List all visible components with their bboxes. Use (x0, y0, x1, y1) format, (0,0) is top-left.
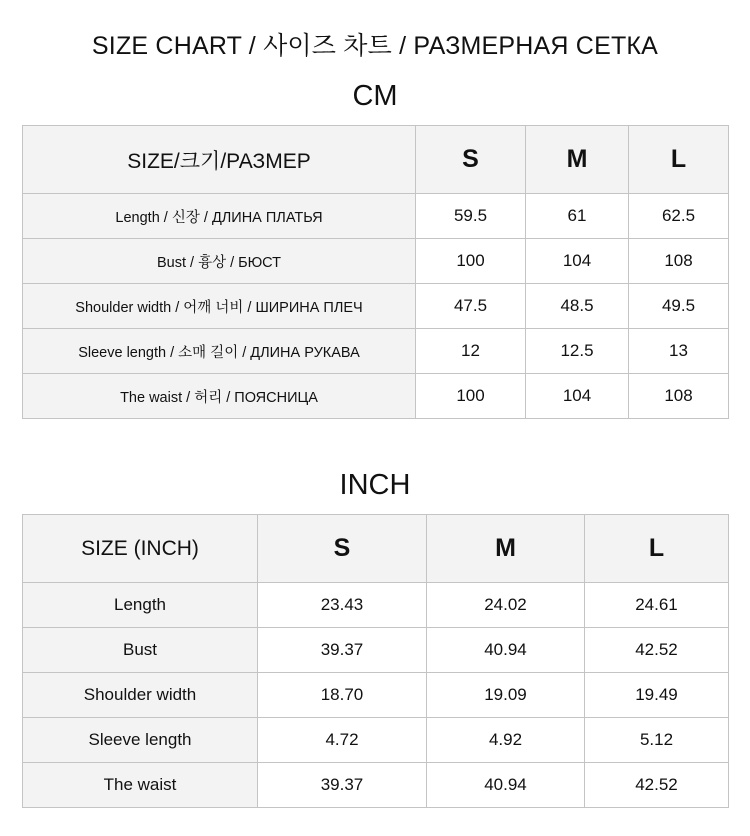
header-cell-s (416, 126, 526, 194)
header-cell-size (23, 126, 416, 194)
cell-value: 24.61 (635, 595, 678, 614)
row-label: The waist (103, 775, 177, 794)
value-cell (416, 284, 526, 329)
value-cell (427, 718, 585, 763)
cell-value: 42.52 (635, 640, 678, 659)
cell-value: 12.5 (560, 341, 594, 360)
cell-value: 104 (562, 386, 592, 405)
value-cell (585, 583, 729, 628)
table-row (23, 718, 729, 763)
table-row (23, 583, 729, 628)
row-label-cell (23, 628, 258, 673)
value-cell (427, 628, 585, 673)
row-label: Sleeve length (88, 730, 192, 749)
cell-value: 59.5 (453, 206, 488, 225)
cell-value: 108 (664, 386, 693, 405)
value-cell (258, 718, 427, 763)
value-cell (585, 718, 729, 763)
cell-value: 100 (456, 386, 485, 405)
header-size-m: M (566, 145, 588, 173)
header-cell-l (629, 126, 729, 194)
header-cell-size (23, 515, 258, 583)
header-size-m: M (495, 534, 516, 562)
header-size-s: S (333, 534, 351, 562)
cm-section-title: CM (352, 80, 398, 112)
value-cell (258, 673, 427, 718)
inch-section-title: INCH (339, 469, 411, 501)
cell-value: 19.49 (635, 685, 678, 704)
cm-size-table (22, 125, 729, 419)
row-label-cell (23, 239, 416, 284)
table-row (23, 194, 729, 239)
value-cell (629, 374, 729, 419)
row-label-cell (23, 718, 258, 763)
row-label: Bust (122, 640, 158, 659)
value-cell (585, 673, 729, 718)
value-cell (526, 284, 629, 329)
table-row (23, 329, 729, 374)
value-cell (258, 763, 427, 808)
value-cell (526, 194, 629, 239)
cell-value: 39.37 (320, 640, 364, 659)
row-label: Bust / 흉상 / БЮСТ (156, 254, 282, 271)
cell-value: 48.5 (560, 296, 594, 315)
value-cell (629, 329, 729, 374)
row-label-cell (23, 284, 416, 329)
value-cell (427, 583, 585, 628)
row-label: Length / 신장 / ДЛИНА ПЛАТЬЯ (115, 209, 323, 226)
cell-value: 39.37 (320, 775, 364, 794)
row-label: Shoulder width (83, 685, 197, 704)
value-cell (526, 239, 629, 284)
row-label: The waist / 허리 / ПОЯСНИЦА (120, 389, 318, 406)
value-cell (629, 284, 729, 329)
value-cell (585, 628, 729, 673)
row-label: Length (114, 595, 166, 614)
header-size-s: S (462, 145, 479, 173)
row-label: Shoulder width / 어깨 너비 / ШИРИНА ПЛЕЧ (75, 299, 363, 316)
header-cell-s (258, 515, 427, 583)
value-cell (526, 329, 629, 374)
cell-value: 40.94 (484, 640, 527, 659)
cell-value: 18.70 (320, 685, 364, 704)
header-label: SIZE (INCH) (81, 536, 199, 560)
value-cell (416, 194, 526, 239)
header-size-l: L (648, 534, 665, 562)
row-label-cell (23, 673, 258, 718)
table-row (23, 763, 729, 808)
header-size-l: L (670, 145, 687, 173)
cell-value: 108 (664, 251, 693, 270)
value-cell (258, 628, 427, 673)
cell-value: 24.02 (484, 595, 527, 614)
value-cell (427, 763, 585, 808)
value-cell (585, 763, 729, 808)
table-row (23, 374, 729, 419)
row-label-cell (23, 374, 416, 419)
table-row (23, 628, 729, 673)
row-label-cell (23, 329, 416, 374)
cell-value: 62.5 (661, 206, 696, 225)
header-label: SIZE/크기/РАЗМЕР (127, 149, 311, 173)
value-cell (416, 374, 526, 419)
cell-value: 19.09 (484, 685, 527, 704)
value-cell (416, 329, 526, 374)
cell-value: 47.5 (453, 296, 488, 315)
table-row (23, 239, 729, 284)
inch-size-table (22, 514, 729, 808)
row-label-cell (23, 763, 258, 808)
value-cell (258, 583, 427, 628)
cell-value: 4.92 (488, 730, 523, 749)
header-cell-m (427, 515, 585, 583)
row-label: Sleeve length / 소매 길이 / ДЛИНА РУКАВА (78, 344, 360, 361)
cell-value: 40.94 (484, 775, 527, 794)
cell-value: 61 (567, 206, 587, 225)
table-row (23, 284, 729, 329)
cell-value: 23.43 (320, 595, 364, 614)
table-header-row (23, 126, 729, 194)
table-row (23, 673, 729, 718)
row-label-cell (23, 194, 416, 239)
cell-value: 4.72 (325, 730, 359, 749)
cell-value: 42.52 (635, 775, 678, 794)
page-title: SIZE CHART / 사이즈 차트 / РАЗМЕРНАЯ СЕТКА (91, 32, 659, 60)
cell-value: 13 (669, 341, 688, 360)
cell-value: 100 (456, 251, 485, 270)
value-cell (427, 673, 585, 718)
header-cell-l (585, 515, 729, 583)
value-cell (526, 374, 629, 419)
row-label-cell (23, 583, 258, 628)
cell-value: 49.5 (661, 296, 696, 315)
table-header-row (23, 515, 729, 583)
header-cell-m (526, 126, 629, 194)
value-cell (416, 239, 526, 284)
cell-value: 104 (562, 251, 592, 270)
cell-value: 12 (461, 341, 480, 360)
value-cell (629, 194, 729, 239)
value-cell (629, 239, 729, 284)
cell-value: 5.12 (639, 730, 674, 749)
